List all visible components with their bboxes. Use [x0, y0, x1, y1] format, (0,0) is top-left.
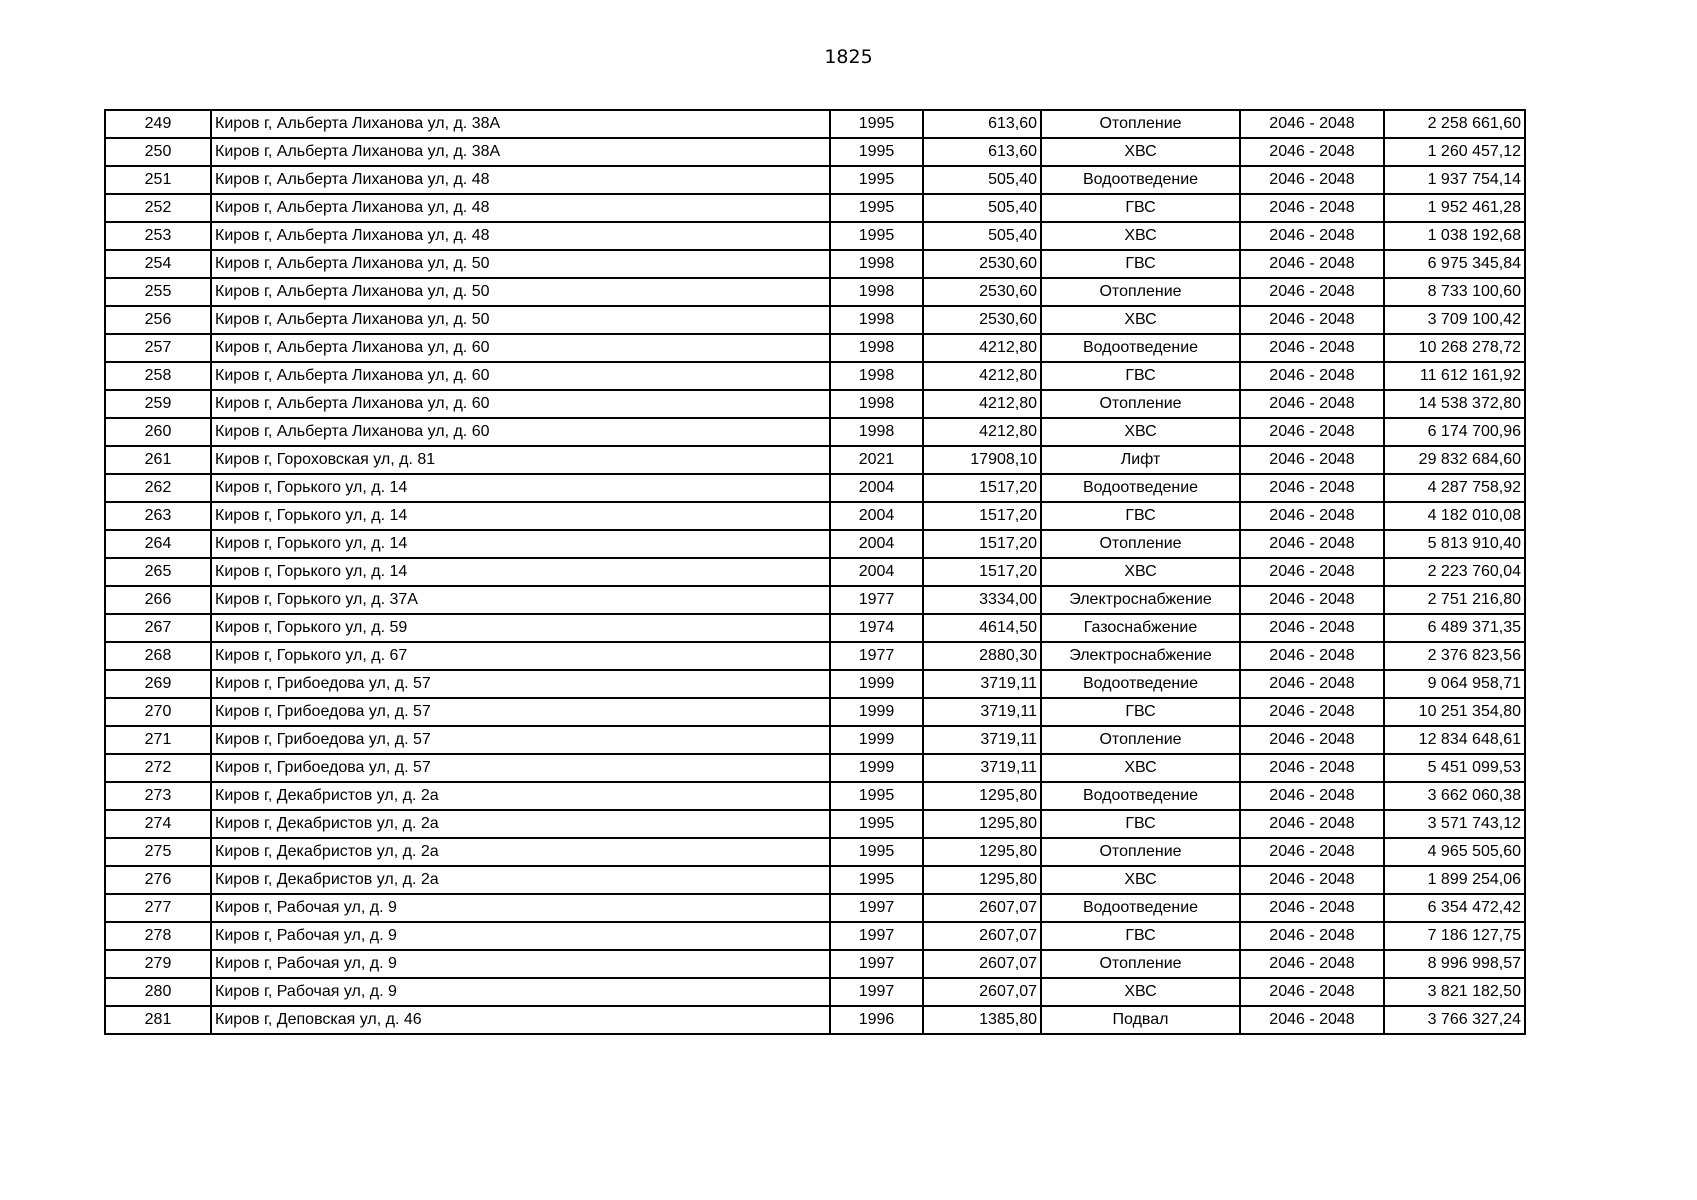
period-cell: 2046 - 2048 [1240, 810, 1384, 838]
area-cell: 2607,07 [923, 978, 1041, 1006]
table-row [105, 446, 1525, 474]
table-row [105, 418, 1525, 446]
table-row [105, 166, 1525, 194]
period-cell: 2046 - 2048 [1240, 558, 1384, 586]
cost-cell: 12 834 648,61 [1384, 726, 1525, 754]
address-cell: Киров г, Альберта Лиханова ул, д. 60 [211, 418, 830, 446]
address-cell: Киров г, Горького ул, д. 14 [211, 558, 830, 586]
period-cell: 2046 - 2048 [1240, 334, 1384, 362]
address-cell: Киров г, Альберта Лиханова ул, д. 60 [211, 362, 830, 390]
year-cell: 1995 [830, 838, 923, 866]
period-cell: 2046 - 2048 [1240, 838, 1384, 866]
cost-cell: 9 064 958,71 [1384, 670, 1525, 698]
period-cell: 2046 - 2048 [1240, 250, 1384, 278]
area-cell: 2607,07 [923, 894, 1041, 922]
area-cell: 505,40 [923, 194, 1041, 222]
address-cell: Киров г, Альберта Лиханова ул, д. 38А [211, 138, 830, 166]
work-type-cell: ГВС [1041, 922, 1240, 950]
row-number: 269 [105, 670, 211, 698]
address-cell: Киров г, Рабочая ул, д. 9 [211, 894, 830, 922]
area-cell: 505,40 [923, 166, 1041, 194]
row-number: 273 [105, 782, 211, 810]
period-cell: 2046 - 2048 [1240, 754, 1384, 782]
work-type-cell: Отопление [1041, 110, 1240, 138]
work-type-cell: ГВС [1041, 810, 1240, 838]
area-cell: 4212,80 [923, 418, 1041, 446]
period-cell: 2046 - 2048 [1240, 278, 1384, 306]
year-cell: 1998 [830, 306, 923, 334]
table-row [105, 502, 1525, 530]
area-cell: 1295,80 [923, 866, 1041, 894]
area-cell: 1517,20 [923, 474, 1041, 502]
table-row [105, 754, 1525, 782]
work-type-cell: Электроснабжение [1041, 586, 1240, 614]
row-number: 279 [105, 950, 211, 978]
cost-cell: 6 174 700,96 [1384, 418, 1525, 446]
work-type-cell: ХВС [1041, 978, 1240, 1006]
area-cell: 1517,20 [923, 502, 1041, 530]
row-number: 281 [105, 1006, 211, 1034]
row-number: 267 [105, 614, 211, 642]
address-cell: Киров г, Альберта Лиханова ул, д. 60 [211, 390, 830, 418]
address-cell: Киров г, Грибоедова ул, д. 57 [211, 670, 830, 698]
cost-cell: 3 571 743,12 [1384, 810, 1525, 838]
work-type-cell: Водоотведение [1041, 670, 1240, 698]
page-number: 1825 [824, 46, 873, 68]
table-row [105, 586, 1525, 614]
area-cell: 3334,00 [923, 586, 1041, 614]
cost-cell: 11 612 161,92 [1384, 362, 1525, 390]
year-cell: 1998 [830, 278, 923, 306]
cost-cell: 8 996 998,57 [1384, 950, 1525, 978]
period-cell: 2046 - 2048 [1240, 110, 1384, 138]
year-cell: 1995 [830, 166, 923, 194]
year-cell: 2004 [830, 558, 923, 586]
table-row [105, 698, 1525, 726]
year-cell: 1997 [830, 950, 923, 978]
period-cell: 2046 - 2048 [1240, 726, 1384, 754]
period-cell: 2046 - 2048 [1240, 782, 1384, 810]
period-cell: 2046 - 2048 [1240, 166, 1384, 194]
work-type-cell: ГВС [1041, 194, 1240, 222]
area-cell: 2530,60 [923, 278, 1041, 306]
work-type-cell: Водоотведение [1041, 782, 1240, 810]
work-type-cell: ХВС [1041, 306, 1240, 334]
address-cell: Киров г, Альберта Лиханова ул, д. 50 [211, 278, 830, 306]
cost-cell: 2 751 216,80 [1384, 586, 1525, 614]
row-number: 272 [105, 754, 211, 782]
row-number: 251 [105, 166, 211, 194]
row-number: 276 [105, 866, 211, 894]
year-cell: 1977 [830, 586, 923, 614]
table-row [105, 334, 1525, 362]
work-type-cell: ГВС [1041, 250, 1240, 278]
year-cell: 1999 [830, 698, 923, 726]
work-type-cell: ХВС [1041, 866, 1240, 894]
period-cell: 2046 - 2048 [1240, 418, 1384, 446]
year-cell: 2004 [830, 474, 923, 502]
area-cell: 1295,80 [923, 782, 1041, 810]
area-cell: 3719,11 [923, 754, 1041, 782]
area-cell: 4614,50 [923, 614, 1041, 642]
area-cell: 613,60 [923, 110, 1041, 138]
address-cell: Киров г, Грибоедова ул, д. 57 [211, 698, 830, 726]
area-cell: 1385,80 [923, 1006, 1041, 1034]
table-row [105, 670, 1525, 698]
area-cell: 2530,60 [923, 250, 1041, 278]
address-cell: Киров г, Деповская ул, д. 46 [211, 1006, 830, 1034]
area-cell: 505,40 [923, 222, 1041, 250]
work-type-cell: Отопление [1041, 726, 1240, 754]
period-cell: 2046 - 2048 [1240, 474, 1384, 502]
table-row [105, 278, 1525, 306]
row-number: 277 [105, 894, 211, 922]
period-cell: 2046 - 2048 [1240, 222, 1384, 250]
year-cell: 1998 [830, 362, 923, 390]
work-type-cell: ХВС [1041, 418, 1240, 446]
cost-cell: 6 354 472,42 [1384, 894, 1525, 922]
work-type-cell: Отопление [1041, 390, 1240, 418]
cost-cell: 10 251 354,80 [1384, 698, 1525, 726]
row-number: 270 [105, 698, 211, 726]
area-cell: 613,60 [923, 138, 1041, 166]
table-row [105, 978, 1525, 1006]
address-cell: Киров г, Альберта Лиханова ул, д. 48 [211, 194, 830, 222]
period-cell: 2046 - 2048 [1240, 698, 1384, 726]
cost-cell: 8 733 100,60 [1384, 278, 1525, 306]
cost-cell: 14 538 372,80 [1384, 390, 1525, 418]
period-cell: 2046 - 2048 [1240, 362, 1384, 390]
work-type-cell: Подвал [1041, 1006, 1240, 1034]
work-type-cell: Электроснабжение [1041, 642, 1240, 670]
year-cell: 1977 [830, 642, 923, 670]
address-cell: Киров г, Горького ул, д. 14 [211, 474, 830, 502]
address-cell: Киров г, Рабочая ул, д. 9 [211, 978, 830, 1006]
period-cell: 2046 - 2048 [1240, 978, 1384, 1006]
period-cell: 2046 - 2048 [1240, 866, 1384, 894]
cost-cell: 29 832 684,60 [1384, 446, 1525, 474]
period-cell: 2046 - 2048 [1240, 306, 1384, 334]
work-type-cell: ХВС [1041, 558, 1240, 586]
table-row [105, 194, 1525, 222]
table-row [105, 138, 1525, 166]
year-cell: 2021 [830, 446, 923, 474]
work-type-cell: ГВС [1041, 698, 1240, 726]
year-cell: 1999 [830, 754, 923, 782]
address-cell: Киров г, Альберта Лиханова ул, д. 48 [211, 222, 830, 250]
row-number: 275 [105, 838, 211, 866]
row-number: 271 [105, 726, 211, 754]
year-cell: 1998 [830, 390, 923, 418]
table-row [105, 110, 1525, 138]
row-number: 255 [105, 278, 211, 306]
year-cell: 1997 [830, 922, 923, 950]
address-cell: Киров г, Альберта Лиханова ул, д. 48 [211, 166, 830, 194]
row-number: 265 [105, 558, 211, 586]
period-cell: 2046 - 2048 [1240, 530, 1384, 558]
cost-cell: 2 376 823,56 [1384, 642, 1525, 670]
address-cell: Киров г, Альберта Лиханова ул, д. 50 [211, 250, 830, 278]
row-number: 268 [105, 642, 211, 670]
row-number: 264 [105, 530, 211, 558]
cost-cell: 1 952 461,28 [1384, 194, 1525, 222]
work-type-cell: ХВС [1041, 754, 1240, 782]
area-cell: 17908,10 [923, 446, 1041, 474]
address-cell: Киров г, Альберта Лиханова ул, д. 38А [211, 110, 830, 138]
work-type-cell: Отопление [1041, 530, 1240, 558]
table-row [105, 530, 1525, 558]
cost-cell: 3 662 060,38 [1384, 782, 1525, 810]
row-number: 250 [105, 138, 211, 166]
year-cell: 1997 [830, 978, 923, 1006]
table-row [105, 250, 1525, 278]
table-row [105, 558, 1525, 586]
table-row [105, 1006, 1525, 1034]
cost-cell: 2 223 760,04 [1384, 558, 1525, 586]
year-cell: 2004 [830, 530, 923, 558]
cost-cell: 4 287 758,92 [1384, 474, 1525, 502]
address-cell: Киров г, Гороховская ул, д. 81 [211, 446, 830, 474]
cost-cell: 4 965 505,60 [1384, 838, 1525, 866]
work-type-cell: Газоснабжение [1041, 614, 1240, 642]
cost-cell: 1 899 254,06 [1384, 866, 1525, 894]
cost-cell: 6 489 371,35 [1384, 614, 1525, 642]
table-row [105, 726, 1525, 754]
work-type-cell: Лифт [1041, 446, 1240, 474]
area-cell: 2530,60 [923, 306, 1041, 334]
table-row [105, 390, 1525, 418]
cost-cell: 3 709 100,42 [1384, 306, 1525, 334]
work-type-cell: ХВС [1041, 222, 1240, 250]
period-cell: 2046 - 2048 [1240, 194, 1384, 222]
period-cell: 2046 - 2048 [1240, 950, 1384, 978]
work-type-cell: Водоотведение [1041, 166, 1240, 194]
work-type-cell: Отопление [1041, 278, 1240, 306]
cost-cell: 6 975 345,84 [1384, 250, 1525, 278]
row-number: 266 [105, 586, 211, 614]
address-cell: Киров г, Горького ул, д. 14 [211, 530, 830, 558]
period-cell: 2046 - 2048 [1240, 502, 1384, 530]
area-cell: 4212,80 [923, 334, 1041, 362]
row-number: 262 [105, 474, 211, 502]
period-cell: 2046 - 2048 [1240, 586, 1384, 614]
table-row [105, 922, 1525, 950]
area-cell: 1517,20 [923, 530, 1041, 558]
period-cell: 2046 - 2048 [1240, 670, 1384, 698]
table-row [105, 838, 1525, 866]
cost-cell: 5 451 099,53 [1384, 754, 1525, 782]
table-row [105, 950, 1525, 978]
repair-schedule-table [104, 109, 1526, 1035]
address-cell: Киров г, Альберта Лиханова ул, д. 60 [211, 334, 830, 362]
period-cell: 2046 - 2048 [1240, 894, 1384, 922]
row-number: 258 [105, 362, 211, 390]
year-cell: 1995 [830, 222, 923, 250]
row-number: 274 [105, 810, 211, 838]
area-cell: 4212,80 [923, 390, 1041, 418]
year-cell: 1995 [830, 782, 923, 810]
year-cell: 1995 [830, 810, 923, 838]
period-cell: 2046 - 2048 [1240, 138, 1384, 166]
work-type-cell: ГВС [1041, 362, 1240, 390]
year-cell: 1997 [830, 894, 923, 922]
year-cell: 1998 [830, 418, 923, 446]
cost-cell: 2 258 661,60 [1384, 110, 1525, 138]
work-type-cell: ХВС [1041, 138, 1240, 166]
table-row [105, 614, 1525, 642]
address-cell: Киров г, Рабочая ул, д. 9 [211, 922, 830, 950]
table-row [105, 782, 1525, 810]
cost-cell: 4 182 010,08 [1384, 502, 1525, 530]
row-number: 263 [105, 502, 211, 530]
cost-cell: 3 766 327,24 [1384, 1006, 1525, 1034]
address-cell: Киров г, Декабристов ул, д. 2а [211, 810, 830, 838]
cost-cell: 5 813 910,40 [1384, 530, 1525, 558]
address-cell: Киров г, Декабристов ул, д. 2а [211, 782, 830, 810]
work-type-cell: Отопление [1041, 950, 1240, 978]
work-type-cell: Водоотведение [1041, 474, 1240, 502]
row-number: 280 [105, 978, 211, 1006]
table-row [105, 866, 1525, 894]
cost-cell: 1 260 457,12 [1384, 138, 1525, 166]
work-type-cell: Отопление [1041, 838, 1240, 866]
year-cell: 1999 [830, 726, 923, 754]
work-type-cell: Водоотведение [1041, 894, 1240, 922]
year-cell: 1995 [830, 194, 923, 222]
period-cell: 2046 - 2048 [1240, 642, 1384, 670]
address-cell: Киров г, Декабристов ул, д. 2а [211, 838, 830, 866]
year-cell: 1995 [830, 110, 923, 138]
cost-cell: 10 268 278,72 [1384, 334, 1525, 362]
area-cell: 1295,80 [923, 838, 1041, 866]
area-cell: 4212,80 [923, 362, 1041, 390]
address-cell: Киров г, Декабристов ул, д. 2а [211, 866, 830, 894]
period-cell: 2046 - 2048 [1240, 1006, 1384, 1034]
table-row [105, 474, 1525, 502]
row-number: 259 [105, 390, 211, 418]
area-cell: 1517,20 [923, 558, 1041, 586]
year-cell: 1995 [830, 866, 923, 894]
year-cell: 1974 [830, 614, 923, 642]
period-cell: 2046 - 2048 [1240, 614, 1384, 642]
area-cell: 3719,11 [923, 670, 1041, 698]
year-cell: 1998 [830, 250, 923, 278]
address-cell: Киров г, Горького ул, д. 37А [211, 586, 830, 614]
address-cell: Киров г, Рабочая ул, д. 9 [211, 950, 830, 978]
area-cell: 1295,80 [923, 810, 1041, 838]
year-cell: 2004 [830, 502, 923, 530]
address-cell: Киров г, Горького ул, д. 14 [211, 502, 830, 530]
year-cell: 1998 [830, 334, 923, 362]
row-number: 257 [105, 334, 211, 362]
period-cell: 2046 - 2048 [1240, 390, 1384, 418]
address-cell: Киров г, Горького ул, д. 59 [211, 614, 830, 642]
row-number: 249 [105, 110, 211, 138]
year-cell: 1996 [830, 1006, 923, 1034]
cost-cell: 3 821 182,50 [1384, 978, 1525, 1006]
address-cell: Киров г, Грибоедова ул, д. 57 [211, 754, 830, 782]
address-cell: Киров г, Грибоедова ул, д. 57 [211, 726, 830, 754]
work-type-cell: Водоотведение [1041, 334, 1240, 362]
area-cell: 3719,11 [923, 726, 1041, 754]
row-number: 278 [105, 922, 211, 950]
area-cell: 3719,11 [923, 698, 1041, 726]
cost-cell: 1 038 192,68 [1384, 222, 1525, 250]
row-number: 253 [105, 222, 211, 250]
period-cell: 2046 - 2048 [1240, 922, 1384, 950]
row-number: 261 [105, 446, 211, 474]
period-cell: 2046 - 2048 [1240, 446, 1384, 474]
table-row [105, 894, 1525, 922]
cost-cell: 1 937 754,14 [1384, 166, 1525, 194]
area-cell: 2607,07 [923, 922, 1041, 950]
table-row [105, 362, 1525, 390]
row-number: 260 [105, 418, 211, 446]
year-cell: 1999 [830, 670, 923, 698]
table-row [105, 810, 1525, 838]
area-cell: 2607,07 [923, 950, 1041, 978]
table-body [105, 110, 1525, 1034]
work-type-cell: ГВС [1041, 502, 1240, 530]
address-cell: Киров г, Горького ул, д. 67 [211, 642, 830, 670]
address-cell: Киров г, Альберта Лиханова ул, д. 50 [211, 306, 830, 334]
row-number: 256 [105, 306, 211, 334]
table-row [105, 222, 1525, 250]
year-cell: 1995 [830, 138, 923, 166]
area-cell: 2880,30 [923, 642, 1041, 670]
cost-cell: 7 186 127,75 [1384, 922, 1525, 950]
row-number: 254 [105, 250, 211, 278]
table-row [105, 306, 1525, 334]
table-row [105, 642, 1525, 670]
row-number: 252 [105, 194, 211, 222]
